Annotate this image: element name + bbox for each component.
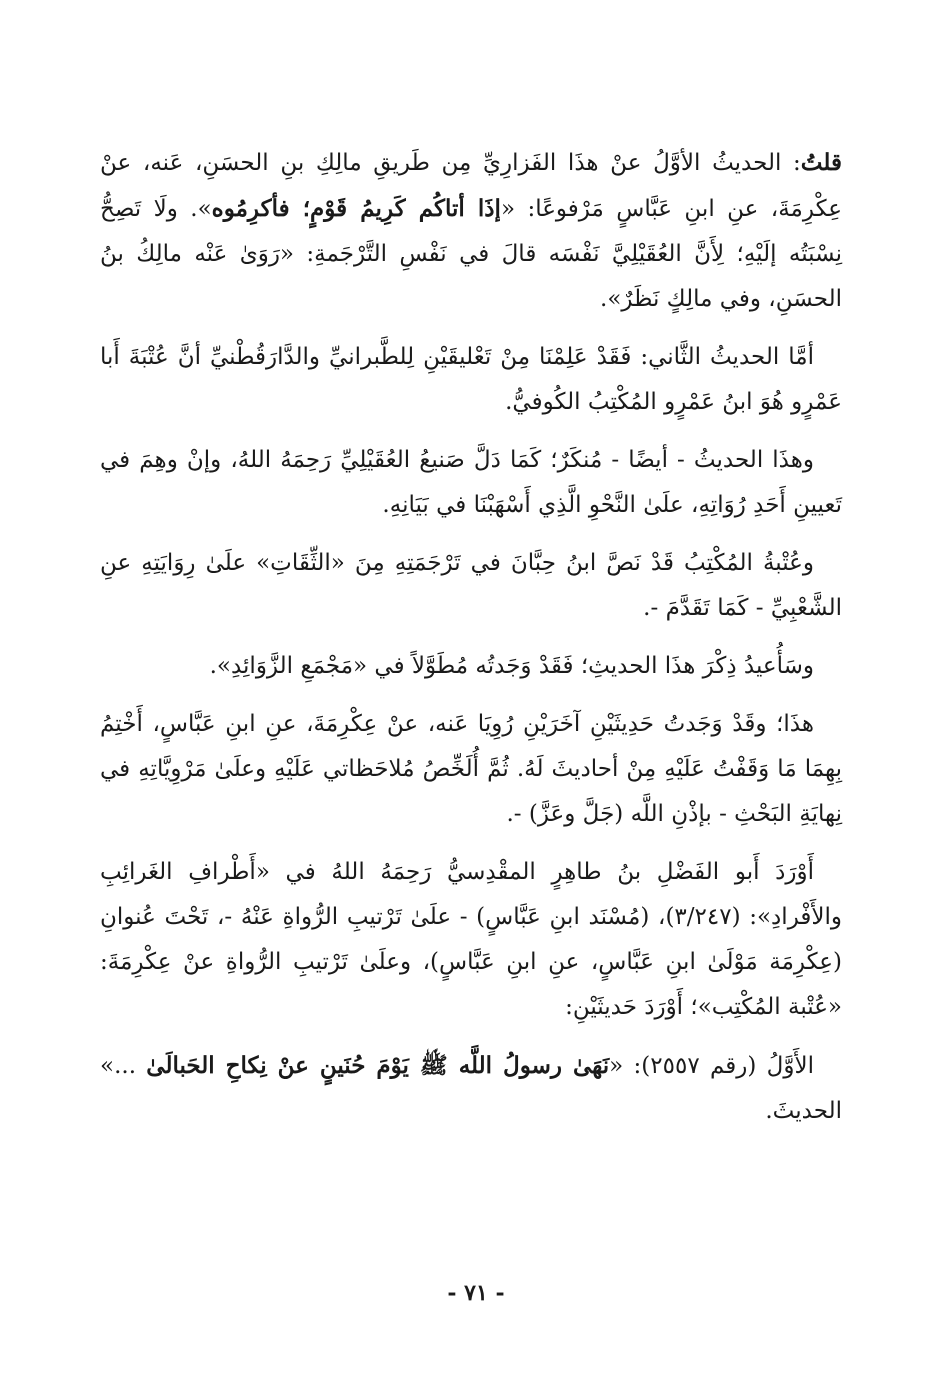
paragraph-1	[100, 140, 842, 322]
paragraph-8-text-a: الأَوَّلُ (رقم ٢٥٥٧): «	[609, 1053, 814, 1079]
paragraph-1-text-b: ». ولَا تَصِحُّ نِسْبَتُه إلَيْهِ؛ لِأَنَّ العُقَيْلِيَّ نَفْسَه قالَ في نَفْسِ التَّرْجَمةِ: «رَوَىٰ عَنْه مالِكُ بنُ الحسَنِ، وفي مالِكٍ نَظَرٌ».	[100, 196, 842, 312]
paragraph-2: أمَّا الحديثُ الثَّاني: فَقَدْ عَلِمْنَا مِنْ تَعْليقَيْنِ لِلطَّبرانيِّ والدَّارَقُطْنيِّ أنَّ عُتْبَةَ أَبا عَمْرٍو هُوَ ابنُ عَمْرٍو المُكْتِبُ الكُوفيُّ.	[100, 344, 842, 415]
hadith-quote-2: نَهَىٰ رسولُ اللَّه ﷺ يَوْمَ حُنَينٍ عنْ نِكاحِ الحَبالَىٰ	[146, 1052, 610, 1079]
page-body	[100, 140, 842, 1147]
paragraph-7: أَوْرَدَ أَبو الفَضْلِ بنُ طاهِرٍ المقْدِسيُّ رَحِمَهُ اللهُ في «أَطْرافِ الغَرائِبِ والأَفْرادِ»: (٣/٢٤٧)، (مُسْنَد ابنِ عَبَّاسٍ) - علَىٰ تَرْتيبِ الرُّواةِ عَنْهُ -، تَحْتَ عُنوانِ (عِكْرِمَة مَوْلَىٰ ابنِ عَبَّاسٍ، عنِ ابنِ عَبَّاسٍ)، وعلَىٰ تَرْتيبِ الرُّواةِ عنْ عِكْرِمَةَ: «عُتْبة المُكْتِب»؛ أَوْرَدَ حَديثَيْنِ:	[100, 859, 842, 1020]
page-number: - ٧١ -	[447, 1280, 505, 1306]
paragraph-6: هذَا؛ وقَدْ وَجَدتُ حَدِيثَيْنِ آخَرَيْنِ رُوِيَا عَنه، عنْ عِكْرِمَةَ، عنِ ابنِ عَبَّاسٍ، أَخْتِمُ بِهِمَا مَا وَقَفْتُ عَلَيْهِ مِنْ أحاديثَ لَهُ. ثُمَّ أُلَخِّصُ مُلاحَظاتي عَلَيْهِ وعلَىٰ مَرْوِيَّاتِهِ في نِهايَةِ البَحْثِ - بإذْنِ اللَّه (جَلَّ وعَزَّ) -.	[100, 711, 842, 827]
paragraph-1-text-a: : الحديثُ الأوَّلُ عنْ هذَا الفَزارِيِّ مِن طَريقِ مالِكِ بنِ الحسَنِ، عَنه، عنْ عِكْرِمَةَ، عنِ ابنِ عَبَّاسٍ مَرْفوعًا: «	[100, 150, 842, 222]
paragraph-5: وسَأُعيدُ ذِكْرَ هذَا الحديثِ؛ فَقَدْ وَجَدتُه مُطَوَّلاً في «مَجْمَعِ الزَّوَائِدِ».	[209, 653, 814, 679]
hadith-quote-1: إذَا أتاكُم كَرِيمُ قَوْمٍ؛ فأكرِمُوه	[211, 195, 501, 222]
paragraph-8-text-b: ...» الحديثَ.	[100, 1053, 842, 1124]
qultu-label: قلتُ	[800, 149, 842, 176]
paragraph-3: وهذَا الحديثُ - أيضًا - مُنكَرٌ؛ كَمَا دَلَّ صَنيعُ العُقَيْلِيِّ رَحِمَهُ اللهُ، وإنْ وهِمَ في تَعيينِ أَحَدِ رُوَاتِهِ، علَىٰ النَّحْوِ الَّذِي أَسْهَبْنَا في بَيَانِهِ.	[100, 447, 842, 518]
paragraph-8	[100, 1043, 842, 1134]
paragraph-4: وعُتْبةُ المُكْتِبُ قَدْ نَصَّ ابنُ حِبَّانَ في تَرْجَمَتِهِ مِنَ «الثِّقَاتِ» علَىٰ رِوَايَتِهِ عنِ الشَّعْبِيِّ - كَمَا تَقَدَّمَ -.	[100, 550, 842, 621]
